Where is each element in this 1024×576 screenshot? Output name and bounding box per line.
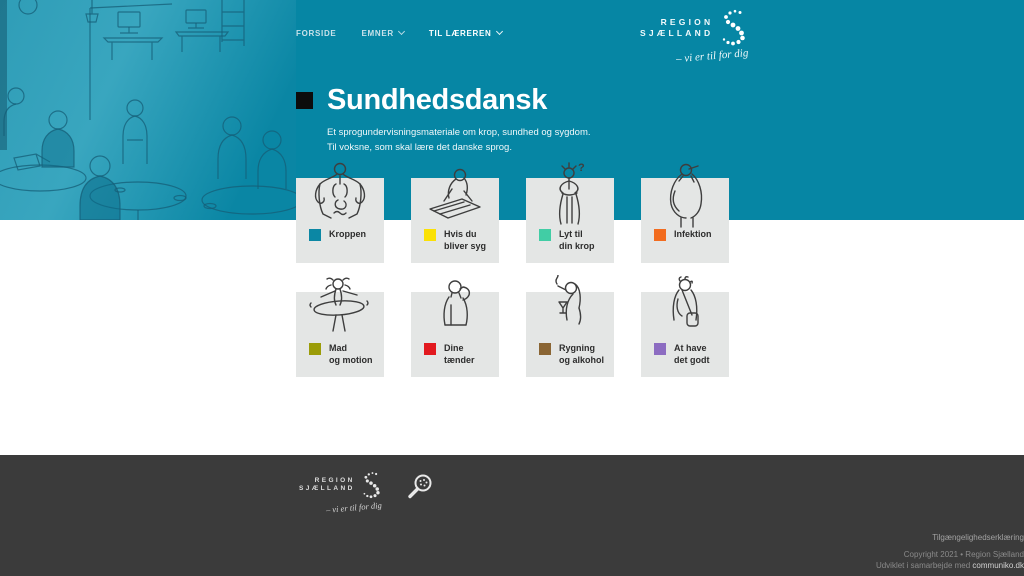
nav-item-til-laereren[interactable] [429,29,502,38]
classroom-illustration [0,0,296,220]
toothache-illustration [411,275,499,343]
footer-logo-text-region: REGION [314,476,355,484]
topic-label: Infektion [674,229,712,239]
footer [0,455,1024,576]
topic-color-square [424,343,436,355]
nav-item-label: FORSIDE [296,29,337,38]
hero-subtitle-line1: Et sprogundervisningsmateriale om krop, sundhed og sygdom. [327,127,591,138]
topic-label: Rygning og alkohol [559,343,604,365]
page-title: Sundhedsdansk [327,84,548,116]
topic-color-square [424,229,436,241]
main-nav [296,29,502,38]
logo-text-sjaelland: SJÆLLAND [640,27,714,38]
chevron-down-icon [495,28,502,35]
region-sjaelland-logo[interactable] [640,9,749,66]
topic-cards-row-1 [296,162,729,263]
hero [296,84,591,155]
topic-label: At have det godt [674,343,710,365]
topic-label: Kroppen [329,229,366,239]
topic-card-hvis-du-bliver-syg[interactable] [411,178,499,263]
logo-text-region: REGION [660,16,714,27]
topic-label: Lyt til din krop [559,229,595,251]
title-square-marker [296,92,313,109]
topic-color-square [309,343,321,355]
topic-color-square [539,343,551,355]
nav-item-label: TIL LÆREREN [428,29,492,38]
topic-color-square [654,343,666,355]
topic-card-lyt-til-din-krop[interactable] [526,162,614,263]
nav-item-emner[interactable] [361,29,403,38]
footer-region-sjaelland-logo[interactable] [299,471,383,515]
topic-label: Mad og motion [329,343,373,365]
topic-card-rygning-og-alkohol[interactable] [526,292,614,377]
topic-label: Hvis du bliver syg [444,229,487,251]
credit-prefix: Udviklet i samarbejde med [875,561,973,570]
communiko-link[interactable]: communiko.dk [972,561,1024,570]
logo-tagline: – vi er til for dig [675,47,749,66]
topic-color-square [539,229,551,241]
topic-label: Dine tænder [444,343,475,365]
footer-logo-tagline: – vi er til for dig [325,500,383,515]
chevron-down-icon [398,28,405,35]
topic-color-square [654,229,666,241]
smoking-alcohol-illustration [526,275,614,343]
topic-card-kroppen[interactable] [296,178,384,263]
hula-hoop-illustration [296,275,384,343]
nav-item-label: EMNER [361,29,394,38]
topic-color-square [309,229,321,241]
topic-card-infektion[interactable] [641,178,729,263]
hero-subtitle [327,125,591,155]
topic-card-mad-og-motion[interactable] [296,292,384,377]
svg-text:?: ? [578,162,585,174]
credit-text [876,561,1024,570]
hero-subtitle-line2: Til voksne, som skal lære det danske sprog. [327,142,512,153]
topic-cards-row-2 [296,292,729,377]
copyright-text: Copyright 2021 • Region Sjælland [903,550,1024,559]
nav-item-forside[interactable] [296,29,336,38]
accessibility-statement-link[interactable]: Tilgængelighedserklæring [932,533,1024,542]
wellbeing-illustration [641,275,729,343]
dotted-s-icon [718,9,748,46]
magnifier-icon[interactable] [406,472,436,502]
topic-card-dine-taender[interactable] [411,292,499,377]
footer-logo-text-sjaelland: SJÆLLAND [299,485,355,492]
dotted-s-icon [360,471,382,499]
topic-card-at-have-det-godt[interactable] [641,292,729,377]
